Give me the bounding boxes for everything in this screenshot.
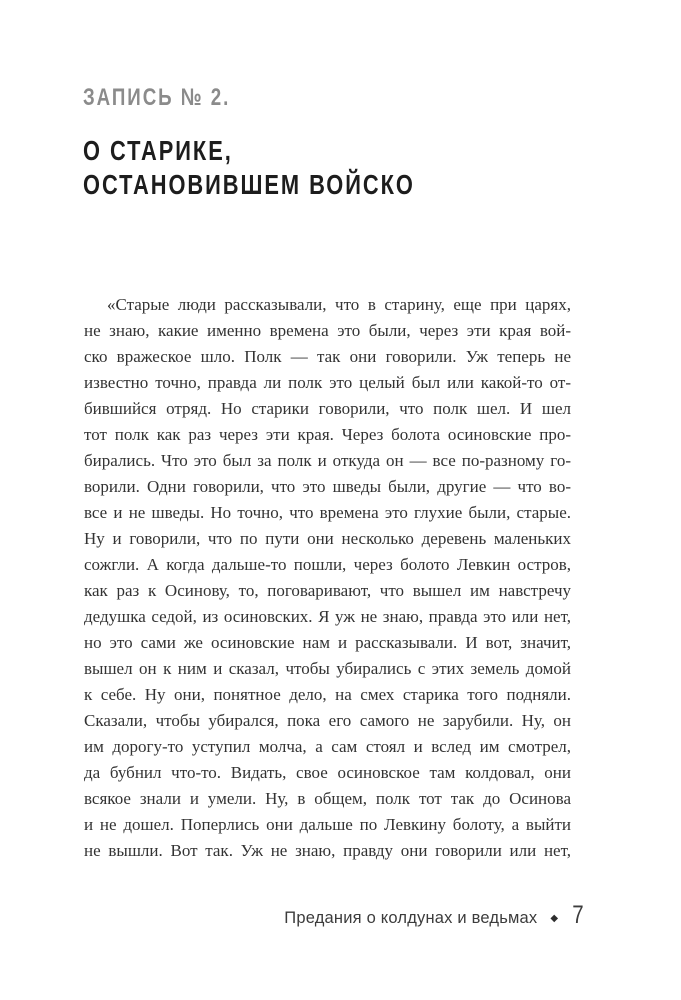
story-paragraph (84, 292, 571, 864)
diamond-icon: ◆ (550, 913, 559, 924)
body-text-line: дедушка седой, из осиновских. Я уж не знаю, правда это или нет, (84, 607, 571, 626)
body-text-line: и не дошел. Поперлись они дальше по Левкину болоту, а выйти (84, 815, 571, 834)
body-text-line: сожгли. А когда дальше-то пошли, через болото Левкин остров, (84, 555, 571, 574)
body-text-line: Ну и говорили, что по пути они несколько деревень маленьких (84, 529, 571, 548)
body-text-line: бившийся отряд. Но старики говорили, что полк шел. И шел (84, 399, 571, 418)
body-text-line: как раз к Осинову, то, поговаривают, что вышел им навстречу (84, 581, 571, 600)
body-text-line: к себе. Ну они, понятное дело, на смех старика того подняли. (84, 685, 571, 704)
body-text-line: ско вражеское шло. Полк — так они говорили. Уж теперь не (84, 347, 571, 366)
chapter-title-line-1: О СТАРИКЕ, (83, 135, 233, 166)
body-text-line: «Старые люди рассказывали, что в старину, еще при царях, (107, 295, 571, 314)
body-text-line: ворили. Одни говорили, что это шведы были, другие — что во- (84, 477, 571, 496)
page-footer (284, 901, 585, 930)
body-text-line: бирались. Что это был за полк и откуда он — все по-разному го- (84, 451, 571, 470)
body-text-line: все и не шведы. Но точно, что времена это глухие были, старые. (84, 503, 571, 522)
chapter-heading (83, 84, 508, 202)
body-text-line: им дорогу-то уступил молча, а сам стоял и вслед им смотрел, (84, 737, 571, 756)
body-text-line: вышел он к ним и сказал, чтобы убирались с этих земель домой (84, 659, 571, 678)
body-text-line: не знаю, какие именно времена это были, через эти края вой- (84, 321, 571, 340)
page-number: 7 (572, 901, 584, 929)
body-text-line: Сказали, чтобы убирался, пока его самого не зарубили. Ну, он (84, 711, 571, 730)
body-text-line: известно точно, правда ли полк это целый был или какой-то от- (84, 373, 571, 392)
body-text-line: всякое знали и умели. Ну, в общем, полк тот так до Осинова (84, 789, 571, 808)
body-text-line: да бубнил что-то. Видать, свое осиновское там колдовал, они (84, 763, 571, 782)
chapter-title-line-2: ОСТАНОВИВШЕМ ВОЙСКО (83, 169, 415, 200)
body-text-line: тот полк как раз через эти края. Через болота осиновские про- (84, 425, 571, 444)
chapter-kicker: ЗАПИСЬ № 2. (83, 84, 231, 111)
running-title: Предания о колдунах и ведьмах (284, 909, 538, 927)
body-text-line: но это сами же осиновские нам и рассказывали. И вот, значит, (84, 633, 571, 652)
body-text-line: не вышли. Вот так. Уж не знаю, правду они говорили или нет, (84, 841, 571, 860)
